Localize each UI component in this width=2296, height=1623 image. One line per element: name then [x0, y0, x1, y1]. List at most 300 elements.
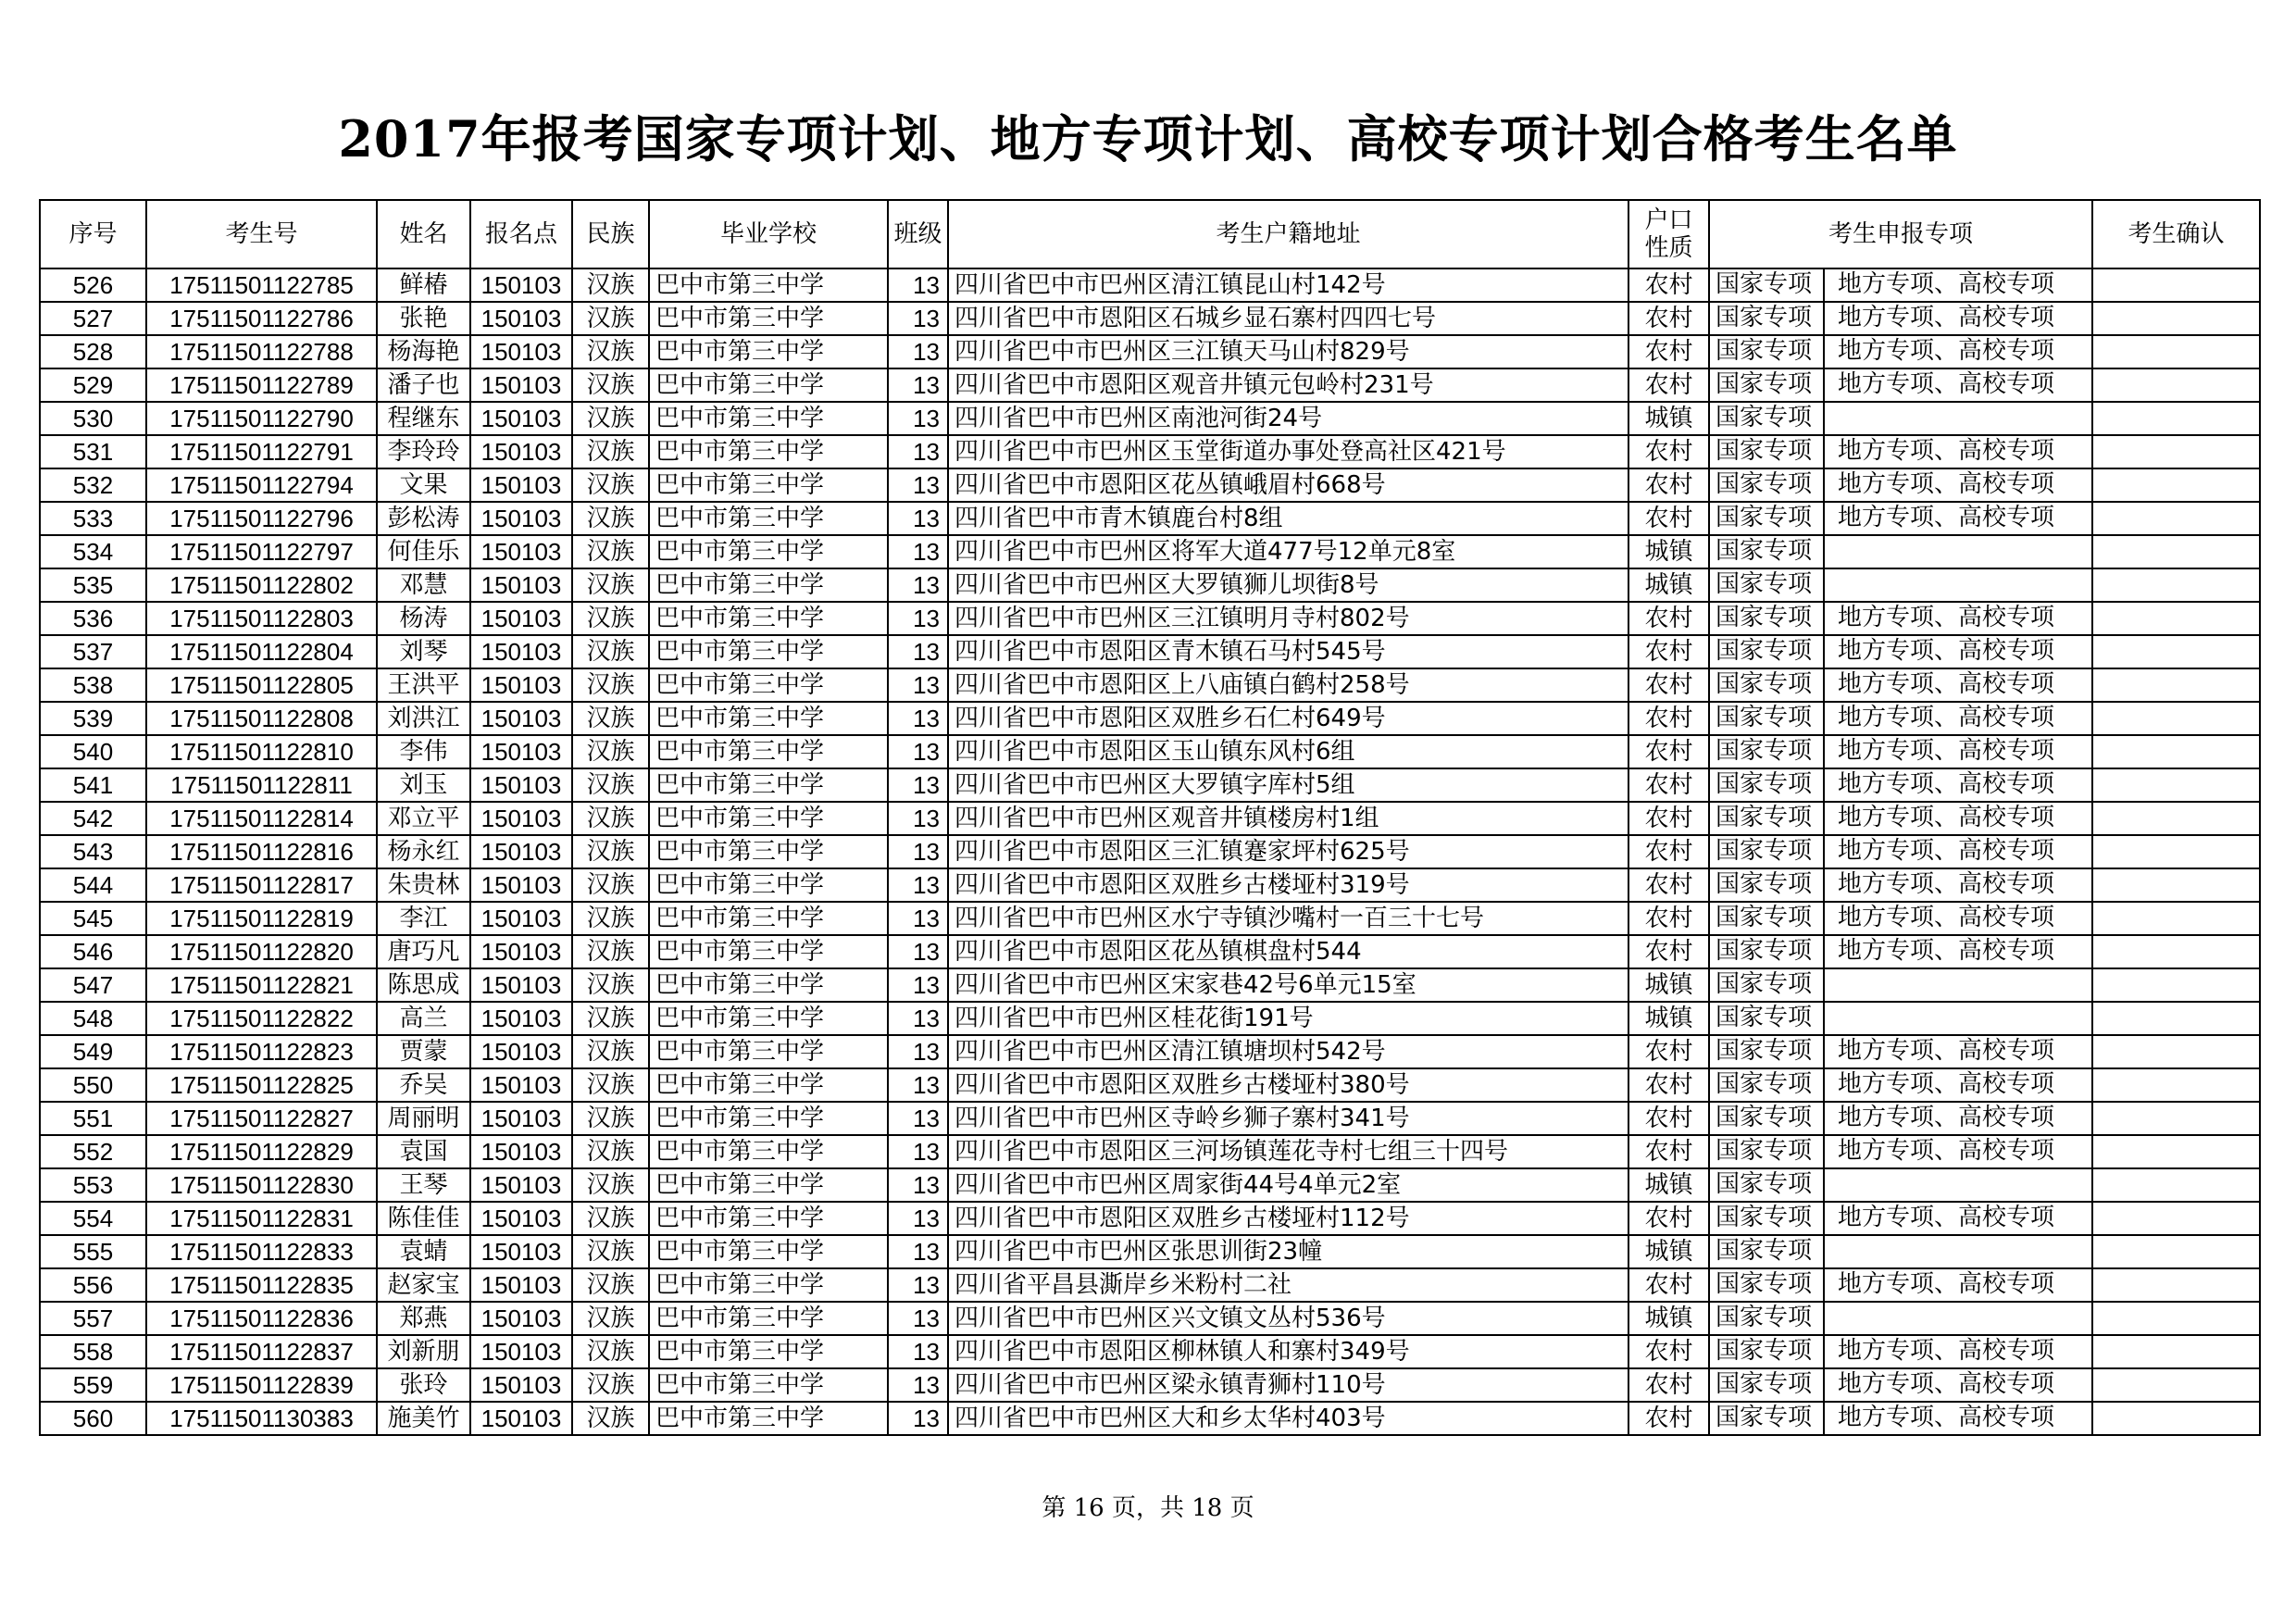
- cell-confirm: [2092, 1102, 2260, 1135]
- cell-seq: 553: [40, 1168, 146, 1202]
- cell-seq: 527: [40, 302, 146, 335]
- cell-class: 13: [888, 802, 948, 835]
- cell-confirm: [2092, 1202, 2260, 1235]
- program-split: [1710, 1169, 2091, 1201]
- table-row: [40, 268, 2260, 302]
- cell-school: 巴中市第三中学: [649, 735, 888, 768]
- cell-program: [1709, 1002, 2092, 1035]
- program-national: 国家专项: [1710, 1369, 1825, 1401]
- cell-name: 李玲玲: [377, 435, 470, 468]
- cell-hukou: 城镇: [1628, 535, 1709, 568]
- cell-hukou: 农村: [1628, 902, 1709, 935]
- table-row: [40, 602, 2260, 635]
- cell-seq: 539: [40, 702, 146, 735]
- program-national: 国家专项: [1710, 936, 1825, 968]
- cell-school: 巴中市第三中学: [649, 1402, 888, 1435]
- cell-class: 13: [888, 1002, 948, 1035]
- cell-exam-no: 17511501122830: [146, 1168, 377, 1202]
- cell-seq: 541: [40, 768, 146, 802]
- cell-name: 王琴: [377, 1168, 470, 1202]
- program-split: [1710, 969, 2091, 1001]
- table-row: [40, 1035, 2260, 1068]
- program-split: [1710, 603, 2091, 634]
- cell-program: [1709, 1235, 2092, 1268]
- cell-ethnicity: 汉族: [572, 1368, 649, 1402]
- cell-address: 四川省巴中市巴州区寺岭乡狮子寨村341号: [948, 1102, 1628, 1135]
- program-local-university: 地方专项、高校专项: [1838, 270, 2055, 298]
- cell-school: 巴中市第三中学: [649, 335, 888, 368]
- program-local-university: 地方专项、高校专项: [1838, 304, 2055, 331]
- cell-hukou: 农村: [1628, 1102, 1709, 1135]
- cell-program: [1709, 302, 2092, 335]
- cell-exam-no: 17511501122835: [146, 1268, 377, 1302]
- cell-confirm: [2092, 635, 2260, 668]
- cell-hukou: 农村: [1628, 802, 1709, 835]
- cell-school: 巴中市第三中学: [649, 968, 888, 1002]
- program-national: 国家专项: [1710, 903, 1825, 934]
- cell-name: 朱贵林: [377, 868, 470, 902]
- candidate-table: [39, 199, 2261, 1436]
- cell-name: 刘洪江: [377, 702, 470, 735]
- program-national: 国家专项: [1710, 869, 1825, 901]
- cell-exam-no: 17511501122822: [146, 1002, 377, 1035]
- program-local-university: 地方专项、高校专项: [1838, 1137, 2055, 1165]
- program-split: [1710, 636, 2091, 668]
- cell-ethnicity: 汉族: [572, 535, 649, 568]
- table-row: [40, 402, 2260, 435]
- cell-seq: 552: [40, 1135, 146, 1168]
- cell-hukou: 农村: [1628, 368, 1709, 402]
- page-footer: 第 16 页，共 18 页: [1042, 1494, 1254, 1522]
- cell-hukou: 城镇: [1628, 1302, 1709, 1335]
- table-row: [40, 635, 2260, 668]
- program-local-university: 地方专项、高校专项: [1838, 1204, 2055, 1231]
- cell-program: [1709, 468, 2092, 502]
- cell-address: 四川省巴中市恩阳区观音井镇元包岭村231号: [948, 368, 1628, 402]
- cell-program: [1709, 502, 2092, 535]
- table-row: [40, 902, 2260, 935]
- program-national: 国家专项: [1710, 1136, 1825, 1167]
- cell-exam-no: 17511501122786: [146, 302, 377, 335]
- cell-ethnicity: 汉族: [572, 1135, 649, 1168]
- cell-class: 13: [888, 1268, 948, 1302]
- cell-class: 13: [888, 935, 948, 968]
- cell-school: 巴中市第三中学: [649, 635, 888, 668]
- cell-ethnicity: 汉族: [572, 902, 649, 935]
- header-name: 姓名: [377, 200, 470, 268]
- cell-confirm: [2092, 435, 2260, 468]
- program-split: [1710, 1069, 2091, 1101]
- cell-confirm: [2092, 1335, 2260, 1368]
- cell-ethnicity: 汉族: [572, 1002, 649, 1035]
- cell-name: 乔吴: [377, 1068, 470, 1102]
- cell-ethnicity: 汉族: [572, 1068, 649, 1102]
- cell-hukou: 农村: [1628, 1368, 1709, 1402]
- program-local-university: 地方专项、高校专项: [1838, 904, 2055, 931]
- cell-site: 150103: [470, 802, 572, 835]
- cell-ethnicity: 汉族: [572, 768, 649, 802]
- cell-confirm: [2092, 1068, 2260, 1102]
- cell-exam-no: 17511501122789: [146, 368, 377, 402]
- program-national: 国家专项: [1710, 536, 1825, 568]
- table-row: [40, 1268, 2260, 1302]
- table-row: [40, 735, 2260, 768]
- program-national: 国家专项: [1710, 1103, 1825, 1134]
- cell-program: [1709, 1268, 2092, 1302]
- cell-seq: 543: [40, 835, 146, 868]
- table-row: [40, 1135, 2260, 1168]
- cell-ethnicity: 汉族: [572, 602, 649, 635]
- cell-address: 四川省巴中市巴州区桂花街191号: [948, 1002, 1628, 1035]
- cell-exam-no: 17511501122816: [146, 835, 377, 868]
- cell-site: 150103: [470, 868, 572, 902]
- cell-seq: 533: [40, 502, 146, 535]
- cell-confirm: [2092, 502, 2260, 535]
- cell-address: 四川省巴中市恩阳区三汇镇蹇家坪村625号: [948, 835, 1628, 868]
- program-split: [1710, 436, 2091, 468]
- cell-seq: 550: [40, 1068, 146, 1102]
- cell-school: 巴中市第三中学: [649, 1135, 888, 1168]
- cell-address: 四川省巴中市巴州区宋家巷42号6单元15室: [948, 968, 1628, 1002]
- cell-school: 巴中市第三中学: [649, 1168, 888, 1202]
- cell-exam-no: 17511501122831: [146, 1202, 377, 1235]
- cell-name: 贾蒙: [377, 1035, 470, 1068]
- cell-hukou: 城镇: [1628, 968, 1709, 1002]
- cell-school: 巴中市第三中学: [649, 1302, 888, 1335]
- header-confirm: 考生确认: [2092, 200, 2260, 268]
- table-row: [40, 768, 2260, 802]
- table-row: [40, 435, 2260, 468]
- program-local-university: 地方专项、高校专项: [1838, 1070, 2055, 1098]
- cell-confirm: [2092, 468, 2260, 502]
- cell-address: 四川省巴中市巴州区兴文镇文丛村536号: [948, 1302, 1628, 1335]
- cell-school: 巴中市第三中学: [649, 435, 888, 468]
- cell-program: [1709, 1302, 2092, 1335]
- cell-address: 四川省巴中市恩阳区双胜乡石仁村649号: [948, 702, 1628, 735]
- cell-seq: 540: [40, 735, 146, 768]
- cell-exam-no: 17511501122836: [146, 1302, 377, 1335]
- header-exam-no: 考生号: [146, 200, 377, 268]
- table-header-row: [40, 200, 2260, 268]
- program-local-university: 地方专项、高校专项: [1838, 370, 2055, 398]
- program-split: [1710, 1136, 2091, 1167]
- cell-class: 13: [888, 435, 948, 468]
- cell-program: [1709, 735, 2092, 768]
- program-split: [1710, 1236, 2091, 1267]
- cell-program: [1709, 368, 2092, 402]
- program-local-university: [1825, 1303, 2091, 1334]
- program-split: [1710, 503, 2091, 534]
- cell-seq: 536: [40, 602, 146, 635]
- program-local-university: 地方专项、高校专项: [1838, 704, 2055, 731]
- cell-program: [1709, 1335, 2092, 1368]
- table-row: [40, 968, 2260, 1002]
- program-national: 国家专项: [1710, 769, 1825, 801]
- cell-site: 150103: [470, 1135, 572, 1168]
- cell-hukou: 农村: [1628, 635, 1709, 668]
- cell-address: 四川省巴中市巴州区玉堂街道办事处登高社区421号: [948, 435, 1628, 468]
- cell-confirm: [2092, 602, 2260, 635]
- cell-exam-no: 17511501122839: [146, 1368, 377, 1402]
- cell-site: 150103: [470, 502, 572, 535]
- cell-school: 巴中市第三中学: [649, 1202, 888, 1235]
- cell-site: 150103: [470, 435, 572, 468]
- cell-name: 袁蜻: [377, 1235, 470, 1268]
- cell-hukou: 农村: [1628, 868, 1709, 902]
- cell-class: 13: [888, 1102, 948, 1135]
- cell-site: 150103: [470, 1002, 572, 1035]
- cell-program: [1709, 1135, 2092, 1168]
- cell-name: 陈思成: [377, 968, 470, 1002]
- cell-program: [1709, 1402, 2092, 1435]
- cell-ethnicity: 汉族: [572, 368, 649, 402]
- program-national: 国家专项: [1710, 1203, 1825, 1234]
- cell-seq: 528: [40, 335, 146, 368]
- cell-name: 唐巧凡: [377, 935, 470, 968]
- cell-class: 13: [888, 502, 948, 535]
- cell-confirm: [2092, 1135, 2260, 1168]
- cell-class: 13: [888, 702, 948, 735]
- table-row: [40, 1302, 2260, 1335]
- cell-site: 150103: [470, 1235, 572, 1268]
- cell-address: 四川省巴中市恩阳区玉山镇东风村6组: [948, 735, 1628, 768]
- cell-name: 何佳乐: [377, 535, 470, 568]
- cell-confirm: [2092, 902, 2260, 935]
- cell-confirm: [2092, 1368, 2260, 1402]
- cell-site: 150103: [470, 535, 572, 568]
- cell-ethnicity: 汉族: [572, 1202, 649, 1235]
- cell-address: 四川省巴中市巴州区张思训街23幢: [948, 1235, 1628, 1268]
- cell-program: [1709, 635, 2092, 668]
- table-row: [40, 1368, 2260, 1402]
- program-split: [1710, 403, 2091, 434]
- cell-class: 13: [888, 1168, 948, 1202]
- program-national: 国家专项: [1710, 1336, 1825, 1367]
- cell-program: [1709, 1102, 2092, 1135]
- cell-school: 巴中市第三中学: [649, 1102, 888, 1135]
- cell-name: 郑燕: [377, 1302, 470, 1335]
- cell-name: 李伟: [377, 735, 470, 768]
- cell-ethnicity: 汉族: [572, 668, 649, 702]
- cell-site: 150103: [470, 1102, 572, 1135]
- cell-ethnicity: 汉族: [572, 735, 649, 768]
- cell-confirm: [2092, 735, 2260, 768]
- cell-address: 四川省巴中市巴州区大罗镇狮儿坝街8号: [948, 568, 1628, 602]
- cell-exam-no: 17511501122797: [146, 535, 377, 568]
- cell-class: 13: [888, 568, 948, 602]
- program-local-university: 地方专项、高校专项: [1838, 737, 2055, 765]
- cell-seq: 556: [40, 1268, 146, 1302]
- cell-seq: 532: [40, 468, 146, 502]
- cell-address: 四川省巴中市恩阳区柳林镇人和寨村349号: [948, 1335, 1628, 1368]
- cell-site: 150103: [470, 1302, 572, 1335]
- cell-school: 巴中市第三中学: [649, 402, 888, 435]
- cell-address: 四川省巴中市恩阳区双胜乡古楼垭村319号: [948, 868, 1628, 902]
- cell-seq: 560: [40, 1402, 146, 1435]
- cell-name: 彭松涛: [377, 502, 470, 535]
- cell-ethnicity: 汉族: [572, 835, 649, 868]
- cell-ethnicity: 汉族: [572, 1402, 649, 1435]
- cell-school: 巴中市第三中学: [649, 1368, 888, 1402]
- cell-school: 巴中市第三中学: [649, 902, 888, 935]
- cell-program: [1709, 435, 2092, 468]
- program-local-university: 地方专项、高校专项: [1838, 1337, 2055, 1365]
- document-title: 2017年报考国家专项计划、地方专项计划、高校专项计划合格考生名单: [338, 109, 1958, 169]
- program-split: [1710, 803, 2091, 834]
- header-ethnicity: 民族: [572, 200, 649, 268]
- cell-hukou: 城镇: [1628, 568, 1709, 602]
- cell-confirm: [2092, 302, 2260, 335]
- cell-exam-no: 17511501122791: [146, 435, 377, 468]
- program-national: 国家专项: [1710, 636, 1825, 668]
- cell-name: 王洪平: [377, 668, 470, 702]
- cell-class: 13: [888, 1302, 948, 1335]
- cell-hukou: 城镇: [1628, 1168, 1709, 1202]
- header-hukou-line1: 户口: [1644, 206, 1693, 234]
- cell-site: 150103: [470, 468, 572, 502]
- cell-class: 13: [888, 1235, 948, 1268]
- program-split: [1710, 1003, 2091, 1034]
- cell-class: 13: [888, 1202, 948, 1235]
- cell-confirm: [2092, 1268, 2260, 1302]
- cell-address: 四川省巴中市恩阳区花丛镇峨眉村668号: [948, 468, 1628, 502]
- cell-name: 杨海艳: [377, 335, 470, 368]
- program-local-university: 地方专项、高校专项: [1838, 637, 2055, 665]
- cell-hukou: 农村: [1628, 935, 1709, 968]
- program-local-university: 地方专项、高校专项: [1838, 504, 2055, 531]
- cell-ethnicity: 汉族: [572, 468, 649, 502]
- cell-hukou: 农村: [1628, 835, 1709, 868]
- cell-site: 150103: [470, 302, 572, 335]
- table-row: [40, 1202, 2260, 1235]
- cell-name: 刘玉: [377, 768, 470, 802]
- cell-confirm: [2092, 1402, 2260, 1435]
- cell-hukou: 城镇: [1628, 1235, 1709, 1268]
- cell-exam-no: 17511501122821: [146, 968, 377, 1002]
- program-split: [1710, 1403, 2091, 1434]
- cell-class: 13: [888, 1368, 948, 1402]
- cell-confirm: [2092, 335, 2260, 368]
- cell-address: 四川省巴中市巴州区梁永镇青狮村110号: [948, 1368, 1628, 1402]
- cell-seq: 529: [40, 368, 146, 402]
- cell-exam-no: 17511501122790: [146, 402, 377, 435]
- program-local-university: [1825, 969, 2091, 1001]
- cell-exam-no: 17511501130383: [146, 1402, 377, 1435]
- cell-hukou: 农村: [1628, 735, 1709, 768]
- program-local-university: 地方专项、高校专项: [1838, 337, 2055, 365]
- cell-hukou: 农村: [1628, 1135, 1709, 1168]
- cell-seq: 549: [40, 1035, 146, 1068]
- cell-school: 巴中市第三中学: [649, 1035, 888, 1068]
- cell-hukou: 农村: [1628, 302, 1709, 335]
- cell-name: 张玲: [377, 1368, 470, 1402]
- program-national: 国家专项: [1710, 803, 1825, 834]
- program-national: 国家专项: [1710, 369, 1825, 401]
- program-national: 国家专项: [1710, 1303, 1825, 1334]
- table-row: [40, 502, 2260, 535]
- cell-school: 巴中市第三中学: [649, 468, 888, 502]
- table-row: [40, 868, 2260, 902]
- cell-class: 13: [888, 668, 948, 702]
- cell-site: 150103: [470, 835, 572, 868]
- program-national: 国家专项: [1710, 969, 1825, 1001]
- cell-class: 13: [888, 1335, 948, 1368]
- cell-seq: 537: [40, 635, 146, 668]
- cell-school: 巴中市第三中学: [649, 802, 888, 835]
- cell-ethnicity: 汉族: [572, 968, 649, 1002]
- cell-confirm: [2092, 1168, 2260, 1202]
- cell-exam-no: 17511501122802: [146, 568, 377, 602]
- cell-address: 四川省巴中市巴州区清江镇昆山村142号: [948, 268, 1628, 302]
- table-row: [40, 1168, 2260, 1202]
- cell-seq: 534: [40, 535, 146, 568]
- table-row: [40, 702, 2260, 735]
- cell-program: [1709, 802, 2092, 835]
- cell-confirm: [2092, 1302, 2260, 1335]
- cell-program: [1709, 702, 2092, 735]
- cell-hukou: 城镇: [1628, 402, 1709, 435]
- cell-site: 150103: [470, 1335, 572, 1368]
- cell-exam-no: 17511501122788: [146, 335, 377, 368]
- cell-site: 150103: [470, 402, 572, 435]
- cell-class: 13: [888, 335, 948, 368]
- cell-address: 四川省巴中市恩阳区石城乡显石寨村四四七号: [948, 302, 1628, 335]
- table-row: [40, 468, 2260, 502]
- cell-class: 13: [888, 602, 948, 635]
- cell-confirm: [2092, 768, 2260, 802]
- program-local-university: 地方专项、高校专项: [1838, 437, 2055, 465]
- program-split: [1710, 903, 2091, 934]
- cell-seq: 559: [40, 1368, 146, 1402]
- program-national: 国家专项: [1710, 669, 1825, 701]
- cell-ethnicity: 汉族: [572, 1302, 649, 1335]
- cell-address: 四川省巴中市恩阳区双胜乡古楼垭村112号: [948, 1202, 1628, 1235]
- cell-class: 13: [888, 368, 948, 402]
- cell-confirm: [2092, 935, 2260, 968]
- program-local-university: [1825, 1003, 2091, 1034]
- program-split: [1710, 1036, 2091, 1067]
- cell-ethnicity: 汉族: [572, 435, 649, 468]
- program-national: 国家专项: [1710, 503, 1825, 534]
- program-local-university: 地方专项、高校专项: [1838, 470, 2055, 498]
- cell-confirm: [2092, 802, 2260, 835]
- program-local-university: [1825, 1169, 2091, 1201]
- table-row: [40, 335, 2260, 368]
- cell-exam-no: 17511501122823: [146, 1035, 377, 1068]
- cell-site: 150103: [470, 368, 572, 402]
- cell-ethnicity: 汉族: [572, 1168, 649, 1202]
- cell-hukou: 农村: [1628, 268, 1709, 302]
- program-national: 国家专项: [1710, 269, 1825, 301]
- cell-ethnicity: 汉族: [572, 1102, 649, 1135]
- cell-site: 150103: [470, 1402, 572, 1435]
- header-class: 班级: [888, 200, 948, 268]
- header-site: 报名点: [470, 200, 572, 268]
- program-split: [1710, 1336, 2091, 1367]
- cell-exam-no: 17511501122833: [146, 1235, 377, 1268]
- cell-school: 巴中市第三中学: [649, 268, 888, 302]
- cell-address: 四川省巴中市巴州区南池河街24号: [948, 402, 1628, 435]
- program-split: [1710, 1303, 2091, 1334]
- cell-school: 巴中市第三中学: [649, 568, 888, 602]
- cell-class: 13: [888, 902, 948, 935]
- cell-site: 150103: [470, 268, 572, 302]
- cell-program: [1709, 402, 2092, 435]
- program-split: [1710, 836, 2091, 868]
- cell-seq: 546: [40, 935, 146, 968]
- cell-name: 高兰: [377, 1002, 470, 1035]
- cell-confirm: [2092, 535, 2260, 568]
